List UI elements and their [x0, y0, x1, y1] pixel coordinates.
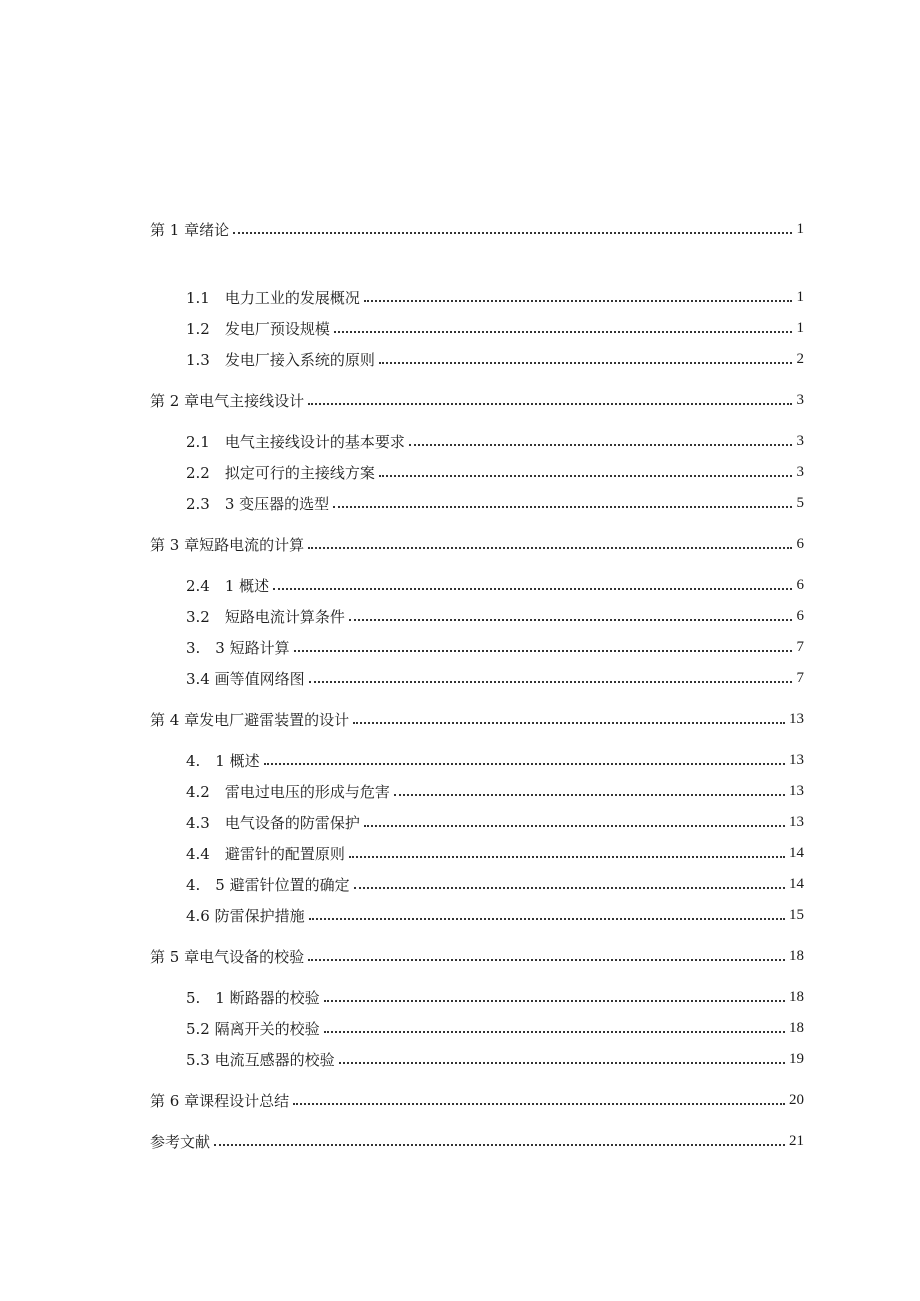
- toc-entry-label: 1.2 发电厂预设规模: [186, 319, 330, 338]
- toc-entry-label: 2.3 3 变压器的选型: [186, 494, 330, 513]
- toc-page-number: 1: [796, 220, 804, 237]
- toc-entry-section-4-5[interactable]: [150, 872, 804, 896]
- toc-page-number: 5: [796, 494, 804, 511]
- toc-page-number: 18: [789, 988, 804, 1005]
- toc-entry-section-4-6[interactable]: [150, 903, 804, 927]
- toc-entry-section-4-2[interactable]: [150, 779, 804, 803]
- toc-entry-chapter-3[interactable]: [150, 532, 804, 556]
- toc-entry-label: 3.2 短路电流计算条件: [186, 607, 345, 626]
- dot-leader: [308, 546, 792, 549]
- toc-entry-section-3-1[interactable]: [150, 573, 804, 597]
- dot-leader: [309, 917, 785, 920]
- toc-page-number: 19: [789, 1050, 804, 1067]
- dot-leader: [353, 721, 785, 724]
- toc-entry-section-4-1[interactable]: [150, 748, 804, 772]
- dot-leader: [349, 855, 785, 858]
- toc-page-number: 13: [789, 813, 804, 830]
- toc-entry-label: 2.2 拟定可行的主接线方案: [186, 463, 375, 482]
- toc-page-number: 6: [796, 535, 804, 552]
- dot-leader: [394, 793, 785, 796]
- dot-leader: [349, 618, 792, 621]
- toc-page-number: 1: [796, 288, 804, 305]
- toc-entry-label: 5.3 电流互感器的校验: [186, 1050, 335, 1069]
- toc-entry-section-1-2[interactable]: [150, 316, 804, 340]
- toc-page-number: 3: [796, 463, 804, 480]
- dot-leader: [364, 299, 792, 302]
- toc-page-number: 15: [789, 906, 804, 923]
- toc-entry-label: 4.4 避雷针的配置原则: [186, 844, 345, 863]
- toc-page-number: 18: [789, 947, 804, 964]
- dot-leader: [214, 1143, 785, 1146]
- toc-entry-label: 4.2 雷电过电压的形成与危害: [186, 782, 390, 801]
- toc-page-number: 7: [796, 638, 804, 655]
- toc-entry-label: 4.6 防雷保护措施: [186, 906, 305, 925]
- toc-entry-chapter-5[interactable]: [150, 944, 804, 968]
- toc-entry-label: 1.1 电力工业的发展概况: [186, 288, 360, 307]
- toc-page-number: 3: [796, 391, 804, 408]
- toc-entry-chapter-6[interactable]: [150, 1088, 804, 1112]
- toc-entry-label: 第 6 章课程设计总结: [150, 1091, 290, 1110]
- dot-leader: [379, 361, 792, 364]
- dot-leader: [264, 762, 785, 765]
- toc-entry-references[interactable]: [150, 1129, 804, 1153]
- dot-leader: [334, 330, 792, 333]
- toc-entry-section-2-2[interactable]: [150, 460, 804, 484]
- toc-entry-label: 4.3 电气设备的防雷保护: [186, 813, 360, 832]
- dot-leader: [339, 1061, 785, 1064]
- toc-entry-label: 3.4 画等值网络图: [186, 669, 305, 688]
- toc-entry-section-1-3[interactable]: [150, 347, 804, 371]
- toc-page-number: 21: [789, 1132, 804, 1149]
- toc-page-number: 18: [789, 1019, 804, 1036]
- toc-entry-label: 5.2 隔离开关的校验: [186, 1019, 320, 1038]
- toc-page-number: 20: [789, 1091, 804, 1108]
- toc-page-number: 7: [796, 669, 804, 686]
- toc-page-number: 6: [796, 607, 804, 624]
- toc-page-number: 3: [796, 432, 804, 449]
- dot-leader: [379, 474, 792, 477]
- toc-page-number: 6: [796, 576, 804, 593]
- toc-entry-label: 第 4 章发电厂避雷装置的设计: [150, 710, 350, 729]
- dot-leader: [354, 886, 785, 889]
- dot-leader: [309, 680, 792, 683]
- toc-page-number: 1: [796, 319, 804, 336]
- toc-entry-label: 参考文献: [150, 1132, 211, 1151]
- toc-entry-label: 4. 5 避雷针位置的确定: [186, 875, 350, 894]
- toc-entry-chapter-1[interactable]: [150, 217, 804, 241]
- toc-entry-section-5-1[interactable]: [150, 985, 804, 1009]
- dot-leader: [293, 1102, 785, 1105]
- toc-page-number: 14: [789, 844, 804, 861]
- toc-entry-section-2-1[interactable]: [150, 429, 804, 453]
- toc-entry-section-3-2[interactable]: [150, 604, 804, 628]
- dot-leader: [333, 505, 792, 508]
- toc-entry-label: 第 1 章绪论: [150, 220, 230, 239]
- toc-page-number: 13: [789, 710, 804, 727]
- toc-page-number: 14: [789, 875, 804, 892]
- toc-entry-section-3-4[interactable]: [150, 666, 804, 690]
- toc-page-number: 2: [796, 350, 804, 367]
- toc-page-number: 13: [789, 751, 804, 768]
- dot-leader: [308, 958, 785, 961]
- dot-leader: [409, 443, 792, 446]
- toc-entry-label: 3. 3 短路计算: [186, 638, 290, 657]
- dot-leader: [324, 999, 785, 1002]
- toc-entry-section-3-3[interactable]: [150, 635, 804, 659]
- toc-page-number: 13: [789, 782, 804, 799]
- toc-entry-section-4-3[interactable]: [150, 810, 804, 834]
- dot-leader: [308, 402, 792, 405]
- toc-entry-section-5-3[interactable]: [150, 1047, 804, 1071]
- toc-entry-label: 2.1 电气主接线设计的基本要求: [186, 432, 405, 451]
- dot-leader: [324, 1030, 785, 1033]
- toc-entry-label: 5. 1 断路器的校验: [186, 988, 320, 1007]
- toc-entry-label: 第 5 章电气设备的校验: [150, 947, 305, 966]
- toc-entry-label: 1.3 发电厂接入系统的原则: [186, 350, 375, 369]
- toc-entry-label: 第 3 章短路电流的计算: [150, 535, 305, 554]
- dot-leader: [364, 824, 785, 827]
- dot-leader: [233, 231, 792, 234]
- dot-leader: [273, 587, 792, 590]
- toc-entry-label: 2.4 1 概述: [186, 576, 270, 595]
- toc-entry-label: 4. 1 概述: [186, 751, 260, 770]
- table-of-contents: [150, 0, 804, 1301]
- toc-entry-chapter-2[interactable]: [150, 388, 804, 412]
- toc-entry-label: 第 2 章电气主接线设计: [150, 391, 305, 410]
- toc-entry-section-1-1[interactable]: [150, 285, 804, 309]
- toc-entry-section-5-2[interactable]: [150, 1016, 804, 1040]
- toc-entry-chapter-4[interactable]: [150, 707, 804, 731]
- dot-leader: [294, 649, 792, 652]
- toc-entry-section-4-4[interactable]: [150, 841, 804, 865]
- toc-entry-section-2-3[interactable]: [150, 491, 804, 515]
